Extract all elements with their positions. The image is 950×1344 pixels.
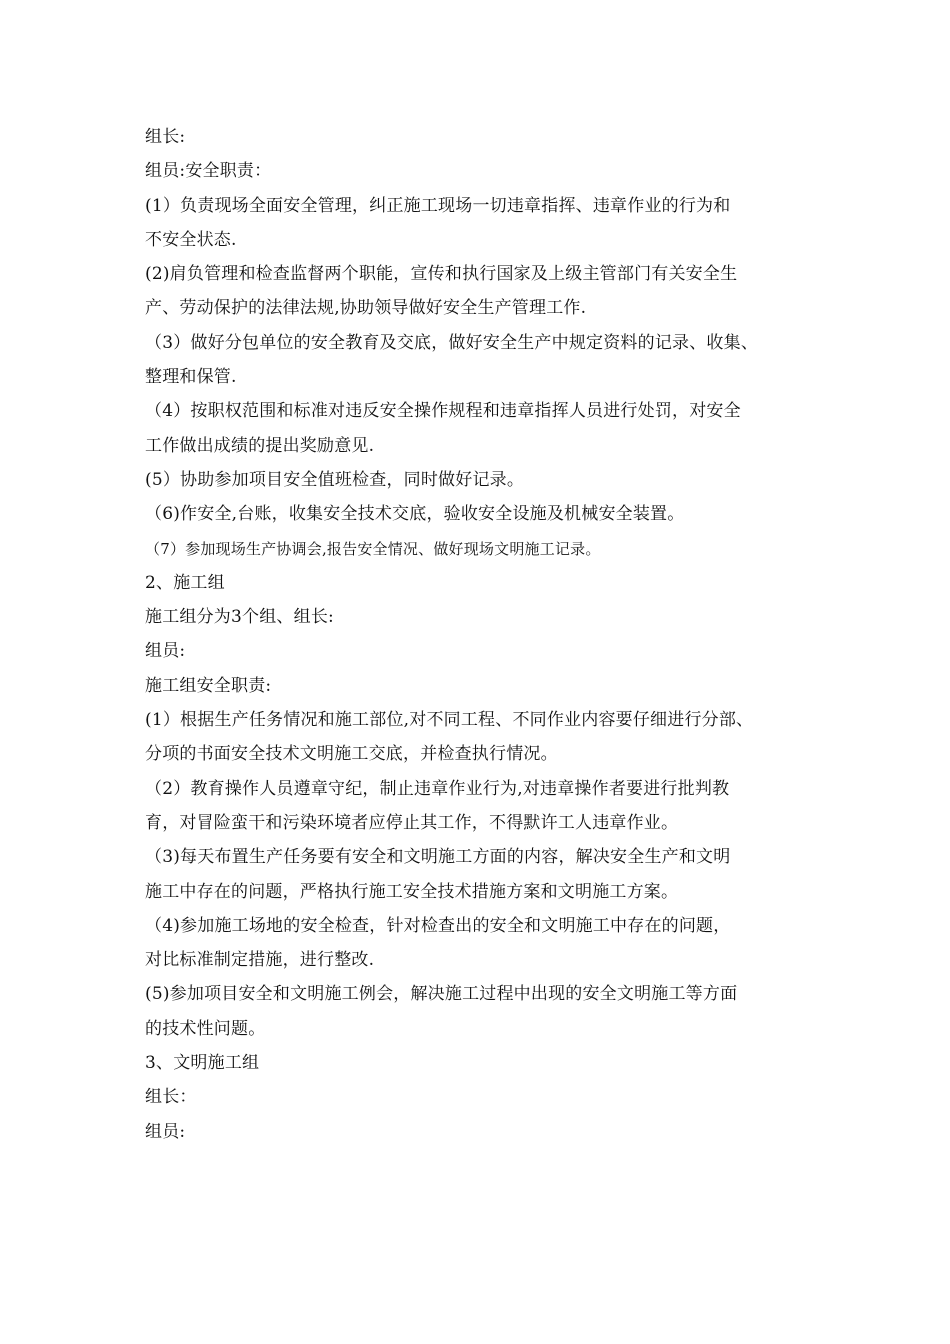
text-line: (5)参加项目安全和文明施工例会，解决施工过程中出现的安全文明施工等方面 xyxy=(145,984,738,1005)
text-line: （2）教育操作人员遵章守纪，制止违章作业行为,对违章操作者要进行批判教 xyxy=(145,778,730,799)
text-line: 施工中存在的问题，严格执行施工安全技术措施方案和文明施工方案。 xyxy=(145,881,679,902)
text-line: （3)每天布置生产任务要有安全和文明施工方面的内容，解决安全生产和文明 xyxy=(145,847,731,868)
text-line: 分项的书面安全技术文明施工交底，并检查执行情况。 xyxy=(145,744,558,765)
text-line: 组长: xyxy=(145,127,186,147)
text-line: (1）负责现场全面安全管理，纠正施工现场一切违章指挥、违章作业的行为和 xyxy=(145,195,731,216)
text-line: 组员: xyxy=(145,1121,186,1142)
text-line: （3）做好分包单位的安全教育及交底，做好安全生产中规定资料的记录、收集、 xyxy=(145,332,759,353)
text-line: 组员: xyxy=(145,641,186,662)
document-body xyxy=(145,120,817,1149)
section-heading: 3、文明施工组 xyxy=(145,1053,260,1074)
text-line: (2)肩负管理和检查监督两个职能，宣传和执行国家及上级主管部门有关安全生 xyxy=(145,264,738,285)
text-line: 产、劳动保护的法律法规,协助领导做好安全生产管理工作. xyxy=(145,298,587,319)
text-line: 组长： xyxy=(145,1087,197,1108)
text-line: 工作做出成绩的提出奖励意见. xyxy=(145,435,375,456)
text-line: 对比标准制定措施，进行整改. xyxy=(145,950,375,971)
text-line: (5）协助参加项目安全值班检查，同时做好记录。 xyxy=(145,469,525,490)
text-line: 不安全状态. xyxy=(145,229,237,250)
text-line: 整理和保管. xyxy=(145,367,237,388)
text-line: （4)参加施工场地的安全检查，针对检查出的安全和文明施工中存在的问题， xyxy=(145,915,731,936)
text-line: 施工组分为3个组、组长: xyxy=(145,607,334,628)
text-line: 组员:安全职责： xyxy=(145,161,272,182)
text-line: （4）按职权范围和标准对违反安全操作规程和违章指挥人员进行处罚，对安全 xyxy=(145,401,741,422)
text-line: （7）参加现场生产协调会,报告安全情况、做好现场文明施工记录。 xyxy=(145,539,601,558)
text-line: (1）根据生产任务情况和施工部位,对不同工程、不同作业内容要仔细进行分部、 xyxy=(145,710,754,731)
text-line: 的技术性问题。 xyxy=(145,1018,266,1039)
section-heading: 2、施工组 xyxy=(145,572,225,593)
text-line: （6)作安全,台账，收集安全技术交底，验收安全设施及机械安全装置。 xyxy=(145,504,685,525)
text-line: 施工组安全职责: xyxy=(145,675,272,696)
text-line: 育，对冒险蛮干和污染环境者应停止其工作，不得默许工人违章作业。 xyxy=(145,812,679,833)
